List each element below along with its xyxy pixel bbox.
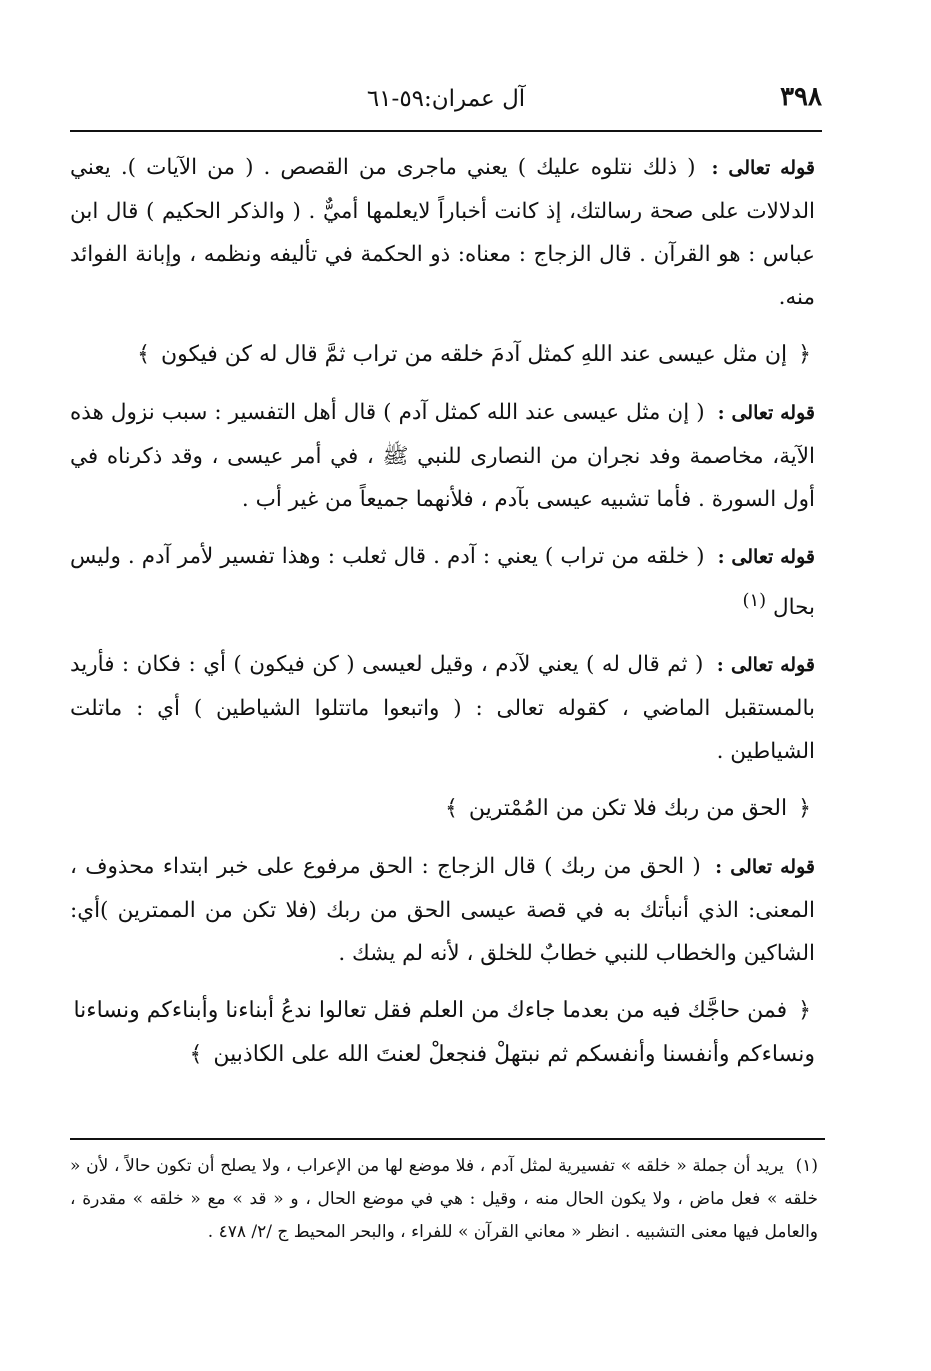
verse-close-ornament: ﴾ xyxy=(444,796,458,822)
footnote-marker: (١) xyxy=(795,1156,818,1176)
page-number: ٣٩٨ xyxy=(780,82,822,112)
verse-open-ornament: ﴿ xyxy=(798,998,811,1024)
header-rule xyxy=(70,130,822,132)
commentary-lead: قوله تعالى : xyxy=(716,654,815,677)
verse-open-ornament: ﴿ xyxy=(798,796,811,822)
footnote-reference[interactable]: (١) xyxy=(742,590,767,611)
commentary-text: ( خلقه من تراب ) يعني : آدم . قال ثعلب : وهذا تفسير لأمر آدم . وليس بحال xyxy=(70,544,815,621)
commentary-paragraph xyxy=(70,146,815,319)
footnotes xyxy=(70,1150,818,1249)
commentary-text: ( ثم قال له ) يعني لآدم ، وقيل لعيسى ( كن فيكون ) أي : فكان : فأريد بالمستقبل الماضي ، كقوله تعالى : ( واتبعوا ماتتلوا الشياطين ) أي : ماتلت الشياطين . xyxy=(70,652,815,765)
commentary-paragraph xyxy=(70,845,815,975)
verse-text: إن مثل عيسى عند اللهِ كمثل آدمَ خلقه من تراب ثمَّ قال له كن فيكون xyxy=(160,342,788,367)
commentary-text: ( ذلك نتلوه عليك ) يعني ماجرى من القصص . ( من الآيات ). يعني الدلالات على صحة رسالتك، إذ كانت أخباراً لايعلمها أميٌّ . ( والذكر الحكيم ) قال ابن عباس : هو القرآن . قال الزجاج : معناه: ذو الحكمة في تأليفه ونظمه ، وإبانة الفوائد منه. xyxy=(70,155,815,310)
page-header xyxy=(70,82,822,118)
commentary-lead: قوله تعالى : xyxy=(717,402,815,424)
commentary-paragraph xyxy=(70,643,815,773)
verse-open-ornament: ﴿ xyxy=(798,342,811,367)
quran-verse xyxy=(70,333,815,377)
commentary-lead: قوله تعالى : xyxy=(717,546,815,568)
commentary-paragraph xyxy=(70,391,815,521)
verse-text: الحق من ربك فلا تكن من المُمْترين xyxy=(468,796,788,822)
verse-text: فمن حاجَّك فيه من بعدما جاءك من العلم فقل تعالوا ندعُ أبناءنا وأبناءكم ونساءنا ونساءكم وأنفسنا وأنفسكم ثم نبتهلْ فنجعلْ لعنتَ الله على الكاذبين xyxy=(73,998,815,1068)
verse-close-ornament: ﴾ xyxy=(189,1042,203,1068)
commentary-text: ( الحق من ربك ) قال الزجاج : الحق مرفوع على خبر ابتداء محذوف ، المعنى: الذي أنبأتك به في قصة عيسى الحق من ربك (فلا تكن من الممترين )أي: الشاكين والخطاب للنبي خطابٌ للخلق ، لأنه لم يشك . xyxy=(70,854,815,967)
commentary-lead: قوله تعالى : xyxy=(715,856,815,879)
footnote-text: يريد أن جملة « خلقه » تفسيرية لمثل آدم ، فلا موضع لها من الإعراب ، ولا يصلح أن تكون حالاً ، لأن « خلقه » فعل ماض ، ولا يكون الحال منه ، وقيل : هي في موضع الحال ، و « قد » مع « خلقه » مقدرة ، والعامل فيها معنى التشبيه . انظر « معاني القرآن » للفراء ، والبحر المحيط ج /٢/ ٤٧٨ . xyxy=(70,1156,818,1242)
verse-close-ornament: ﴾ xyxy=(137,342,150,367)
commentary-paragraph xyxy=(70,535,815,629)
quran-verse xyxy=(70,989,815,1077)
footnote-rule xyxy=(70,1138,825,1140)
commentary-lead: قوله تعالى : xyxy=(711,157,815,179)
running-title: آل عمران:٥٩-٦١ xyxy=(366,86,526,112)
page-body xyxy=(70,146,815,1091)
footnote xyxy=(70,1150,818,1249)
quran-verse xyxy=(70,787,815,831)
commentary-text: ( إن مثل عيسى عند الله كمثل آدم ) قال أهل التفسير : سبب نزول هذه الآية، مخاصمة وفد نجران من النصارى للنبي ﷺ ، في أمر عيسى ، وقد ذكرناه في أول السورة . فأما تشبيه عيسى بآدم ، فلأنهما جميعاً من غير أب . xyxy=(70,400,815,512)
